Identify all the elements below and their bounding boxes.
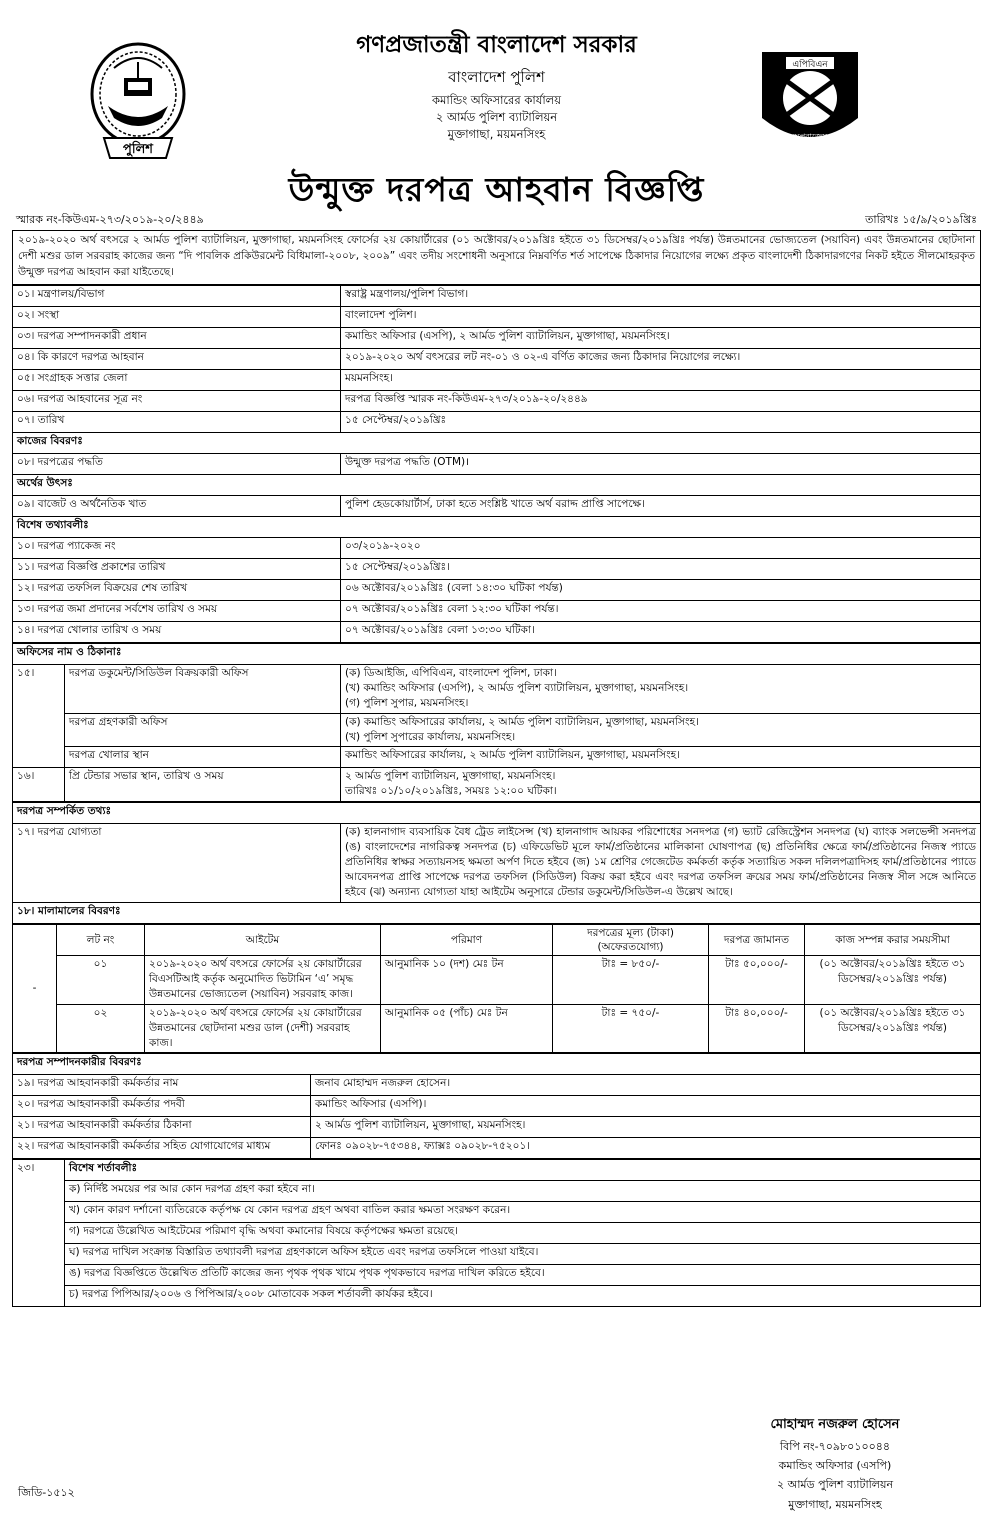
row-label: ০৭। তারিখ (13, 412, 341, 433)
office-table (12, 643, 981, 802)
header (12, 0, 981, 208)
row-value (341, 665, 981, 714)
table-row (13, 768, 981, 801)
row-value: পুলিশ হেডকোয়ার্টার্স, ঢাকা হতে সংশ্লিষ্ট খাতে অর্থ বরাদ্দ প্রাপ্তি সাপেক্ষে। (341, 496, 981, 517)
condition-text: ঙ) দরপত্র বিজ্ঞপ্তিতে উল্লেখিত প্রতিটি কাজের জন্য পৃথক পৃথক খামে পৃথক পৃথকভাবে দরপত্র দাখিল করিতে হইবে। (65, 1265, 981, 1286)
officer-table (12, 1053, 981, 1159)
receive-office-line: (খ) পুলিশ সুপারের কার্যালয়, ময়মনসিংহ। (345, 730, 516, 743)
table-row (13, 601, 981, 622)
table-row (13, 412, 981, 433)
condition-text: খ) কোন কারণ দর্শানো ব্যতিরেকে কর্তৃপক্ষ যে কোন দরপত্র গ্রহণ অথবা বাতিল করার ক্ষমতা সংরক্ষণ করেন। (65, 1202, 981, 1223)
list-item (13, 1244, 981, 1265)
row-label: ০৩। দরপত্র সম্পাদনকারী প্রধান (13, 328, 341, 349)
section-header (13, 1054, 981, 1075)
table-row (13, 286, 981, 307)
signer-title: কমান্ডিং অফিসার (এসপি) (778, 1459, 892, 1472)
table-row (13, 1096, 981, 1117)
row-value: কমান্ডিং অফিসার (এসপি), ২ আর্মড পুলিশ ব্যাটালিয়ন, মুক্তাগাছা, ময়মনসিংহ। (341, 328, 981, 349)
section-title-special: বিশেষ তথ্যাবলীঃ (13, 517, 981, 538)
lot-security: টাঃ ৫০,০০০/- (709, 955, 805, 1004)
section-header (13, 433, 981, 454)
table-row (13, 665, 981, 714)
row-label: দরপত্র ডকুমেন্ট/সিডিউল বিক্রয়কারী অফিস (65, 665, 341, 714)
row-label: ১৭। দরপত্র যোগ্যতা (13, 823, 341, 902)
row-label: ১৯। দরপত্র আহবানকারী কর্মকর্তার নাম (13, 1075, 311, 1096)
sale-office-line: (গ) পুলিশ সুপার, ময়মনসিংহ। (345, 697, 469, 710)
lot-security: টাঃ ৪০,০০০/- (709, 1004, 805, 1053)
signer-bp: বিপি নং-৭০৯৮০১০০৪৪ (779, 1439, 891, 1453)
table-row (13, 328, 981, 349)
badge-top-text: এপিবিএন (792, 60, 828, 70)
row-value: কমান্ডিং অফিসারের কার্যালয়, ২ আর্মড পুলিশ ব্যাটালিয়ন, মুক্তাগাছা, ময়মনসিংহ। (341, 747, 981, 768)
lot-number: ০২ (57, 1004, 145, 1053)
table-row (13, 747, 981, 768)
row-value: বাংলাদেশ পুলিশ। (341, 307, 981, 328)
list-item (13, 1286, 981, 1307)
section-header (13, 902, 981, 923)
table-row (13, 559, 981, 580)
emblem-text: পুলিশ (123, 142, 153, 157)
badge-bottom-text: অপরাজেয় (792, 132, 828, 141)
section-title-related: দরপত্র সম্পর্কিত তথ্যঃ (13, 802, 981, 823)
row-value: ০৩/২০১৯-২০২০ (341, 538, 981, 559)
row-value: উন্মুক্ত দরপত্র পদ্ধতি (OTM)। (341, 454, 981, 475)
table-row (13, 1138, 981, 1159)
row-value: ০৭ অক্টোবর/২০১৯খ্রিঃ বেলা ১৩:৩০ ঘটিকা। (341, 622, 981, 643)
notice-title: উন্মুক্ত দরপত্র আহবান বিজ্ঞপ্তি (288, 170, 705, 209)
table-row (13, 713, 981, 746)
section-title-items: ১৮। মালামালের বিবরণঃ (13, 902, 981, 923)
row-label: ০৯। বাজেট ও অর্থনৈতিক খাত (13, 496, 341, 517)
lot-price: টাঃ = ৭৫০/- (553, 1004, 709, 1053)
row-label: ১৩। দরপত্র জমা প্রদানের সর্বশেষ তারিখ ও সময় (13, 601, 341, 622)
gd-number: জিডি-১৫১২ (18, 1486, 75, 1499)
row-label: ১১। দরপত্র বিজ্ঞপ্তি প্রকাশের তারিখ (13, 559, 341, 580)
items-header-row (13, 924, 981, 955)
row-label: ০২। সংস্থা (13, 307, 341, 328)
section-title-office: অফিসের নাম ও ঠিকানাঃ (13, 644, 981, 665)
items-table (12, 924, 981, 1054)
eligibility-text: (ক) হালনাগাদ ব্যবসায়িক বৈধ ট্রেড লাইসেন্স (খ) হালনাগাদ আয়কর পরিশোধের সনদপত্র (গ) ভ্যাট রেজিস্ট্রেশন সনদপত্র (ঘ) ব্যাংক সলভেন্সী সনদপত্র (ঙ) বাংলাদেশের নাগরিকত্ব সনদপত্র (চ) এফিডেভিট মূলে ফার্ম/প্রতিষ্ঠানের মালিকানা ঘোষণাপত্র (ছ) প্রতিনিধির ক্ষেত্রে ফার্ম/প্রতিষ্ঠানের নিজস্ব প্যাডে প্রতিনিধির স্বাক্ষর সত্যায়নসহ ক্ষমতা অর্পণ দিতে হইবে (জ) ১ম শ্রেণির গেজেটেড কর্মকর্তা কর্তৃক সত্যায়িত সকল দলিলপত্রাদিসহ ফার্ম/প্রতিষ্ঠানের প্যাডে আবেদনপত্র প্রাপ্তি সাপেক্ষে দরপত্র তফসিল (সিডিউল) বিক্রয় করা হইবে এবং দরপত্র তফসিল ক্রয়ের সময় ফার্ম/প্রতিষ্ঠানের নিজস্ব সীল সঙ্গে আনিতে হইবে (ঝ) অন্যান্য যোগ্যতা যাহা আইটেম অনুসারে টেন্ডার ডকুমেন্ট/সিডিউল-এ উল্লেখ আছে। (341, 823, 981, 902)
lot-price: টাঃ = ৮৫০/- (553, 955, 709, 1004)
header-text (12, 30, 981, 142)
section-title-officer: দরপত্র সম্পাদনকারীর বিবরণঃ (13, 1054, 981, 1075)
section-header (13, 475, 981, 496)
row-label: দরপত্র গ্রহণকারী অফিস (65, 713, 341, 746)
row-number: ১৫। (13, 665, 65, 768)
row-label: ০৫। সংগ্রাহক সত্তার জেলা (13, 370, 341, 391)
list-item (13, 1181, 981, 1202)
row-label: ০৪। কি কারণে দরপত্র আহবান (13, 349, 341, 370)
row-label: ০১। মন্ত্রণালয়/বিভাগ (13, 286, 341, 307)
signature-block (690, 1414, 980, 1514)
row-value: জনাব মোহাম্মদ নজরুল হোসেন। (311, 1075, 981, 1096)
row-label: ১২। দরপত্র তফসিল বিক্রয়ের শেষ তারিখ (13, 580, 341, 601)
row-number: ২৩। (13, 1160, 65, 1307)
police-title: বাংলাদেশ পুলিশ (448, 68, 545, 87)
conditions-title: বিশেষ শর্তাবলীঃ (65, 1160, 981, 1181)
row-value: ময়মনসিংহ। (341, 370, 981, 391)
list-item (13, 1202, 981, 1223)
lot-time: (০১ অক্টোবর/২০১৯খ্রিঃ হইতে ৩১ ডিসেম্বর/২০১৯খ্রিঃ পর্যন্ত) (805, 1004, 981, 1053)
details-table (12, 285, 981, 643)
battalion-name: ২ আর্মড পুলিশ ব্যাটালিয়ন (435, 109, 558, 124)
row-value: ১৫ সেপ্টেম্বর/২০১৯খ্রিঃ। (341, 559, 981, 580)
section-header (13, 802, 981, 823)
table-row (13, 496, 981, 517)
table-row (13, 391, 981, 412)
condition-text: গ) দরপত্রে উল্লেখিত আইটেমের পরিমাণ বৃদ্ধি অথবা কমানোর বিষয়ে কর্তৃপক্ষের ক্ষমতা রয়েছে। (65, 1223, 981, 1244)
column-header: কাজ সম্পন্ন করার সময়সীমা (805, 924, 981, 955)
memo-row (12, 210, 981, 230)
row-value: দরপত্র বিজ্ঞপ্তি স্মারক নং-কিউএম-২৭৩/২০১৯-২০/২৪৪৯ (341, 391, 981, 412)
row-number: ১৬। (13, 768, 65, 801)
office-location: মুক্তাগাছা, ময়মনসিংহ (447, 126, 546, 141)
row-value: ০৭ অক্টোবর/২০১৯খ্রিঃ বেলা ১২:৩০ ঘটিকা পর্যন্ত। (341, 601, 981, 622)
row-label: ২০। দরপত্র আহবানকারী কর্মকর্তার পদবী (13, 1096, 311, 1117)
row-value: ফোনঃ ০৯০২৮-৭৫৩৪৪, ফ্যাক্সঃ ০৯০২৮-৭৫২০১। (311, 1138, 981, 1159)
row-value: ১৫ সেপ্টেম্বর/২০১৯খ্রিঃ (341, 412, 981, 433)
row-label: ২২। দরপত্র আহবানকারী কর্মকর্তার সহিত যোগাযোগের মাধ্যম (13, 1138, 311, 1159)
condition-text: ক) নির্দিষ্ট সময়ের পর আর কোন দরপত্র গ্রহণ করা হইবে না। (65, 1181, 981, 1202)
list-item (13, 1265, 981, 1286)
list-item (13, 1223, 981, 1244)
row-label: ০৮। দরপত্রের পদ্ধতি (13, 454, 341, 475)
receive-office-line: (ক) কমান্ডিং অফিসারের কার্যালয়, ২ আর্মড পুলিশ ব্যাটালিয়ন, মুক্তাগাছা, ময়মনসিংহ। (345, 715, 699, 728)
section-header (13, 644, 981, 665)
table-row (13, 370, 981, 391)
lot-item: ২০১৯-২০২০ অর্থ বৎসরে ফোর্সের ২য় কোয়ার্টারের বিএসটিআই কর্তৃক অনুমোদিত ভিটামিন ‘এ’ সমৃদ্ধ উন্নতমানের ভোজ্যতেল (সয়াবিন) সরবরাহ কাজ। (145, 955, 381, 1004)
row-value: ২ আর্মড পুলিশ ব্যাটালিয়ন, মুক্তাগাছা, ময়মনসিংহ। (311, 1117, 981, 1138)
table-row (13, 1117, 981, 1138)
column-header: দরপত্রের মূল্য (টাকা) (অফেরতযোগ্য) (553, 924, 709, 955)
section-title-work: কাজের বিবরণঃ (13, 433, 981, 454)
row-value: স্বরাষ্ট্র মন্ত্রণালয়/পুলিশ বিভাগ। (341, 286, 981, 307)
column-header: দরপত্র জামানত (709, 924, 805, 955)
lot-time: (০১ অক্টোবর/২০১৯খ্রিঃ হইতে ৩১ ডিসেম্বর/২০১৯খ্রিঃ পর্যন্ত) (805, 955, 981, 1004)
lot-quantity: আনুমানিক ০৫ (পাঁচ) মেঃ টন (381, 1004, 553, 1053)
column-header: পরিমাণ (381, 924, 553, 955)
signer-name: মোহাম্মদ নজরুল হোসেন (770, 1417, 900, 1432)
row-value: ০৬ অক্টোবর/২০১৯খ্রিঃ (বেলা ১৪:৩০ ঘটিকা পর্যন্ত) (341, 580, 981, 601)
row-value (341, 713, 981, 746)
pretender-line: তারিখঃ ০১/১০/২০১৯খ্রিঃ, সময়ঃ ১২:০০ ঘটিকা। (345, 785, 557, 798)
row-label: ০৬। দরপত্র আহবানের সূত্র নং (13, 391, 341, 412)
table-row (13, 307, 981, 328)
signer-place: মুক্তাগাছা, ময়মনসিংহ (788, 1497, 882, 1511)
office-name: কমান্ডিং অফিসারের কার্যালয় (431, 93, 562, 108)
condition-text: চ) দরপত্র পিপিআর/২০০৬ ও পিপিআর/২০০৮ মোতাবেক সকল শর্তাবলী কার্যকর হইবে। (65, 1286, 981, 1307)
row-value: ২০১৯-২০২০ অর্থ বৎসরের লট নং-০১ ও ০২-এ বর্ণিত কাজের জন্য ঠিকাদার নিয়োগের লক্ষ্যে। (341, 349, 981, 370)
row-label: দরপত্র খোলার স্থান (65, 747, 341, 768)
table-row (13, 1160, 981, 1181)
table-row (13, 955, 981, 1004)
row-label: ১৪। দরপত্র খোলার তারিখ ও সময় (13, 622, 341, 643)
lot-number: ০১ (57, 955, 145, 1004)
condition-text: ঘ) দরপত্র দাখিল সংক্রান্ত বিস্তারিত তথ্যাবলী দরপত্র গ্রহণকালে অফিস হইতে এবং দরপত্র তফসিলে পাওয়া যাইবে। (65, 1244, 981, 1265)
column-header: আইটেম (145, 924, 381, 955)
intro-paragraph: ২০১৯-২০২০ অর্থ বৎসরে ২ আর্মড পুলিশ ব্যাটালিয়ন, মুক্তাগাছা, ময়মনসিংহ ফোর্সের ২য় কোয়ার্টারের (০১ অক্টোবর/২০১৯খ্রিঃ হইতে ৩১ ডিসেম্বর/২০১৯খ্রিঃ পর্যন্ত) উন্নতমানের ভোজ্যতেল (সয়াবিন) এবং উন্নতমানের ছোটদানা দেশী মশুর ডাল সরবরাহ কাজের জন্য “দি পাবলিক প্রকিউরমেন্ট বিধিমালা-২০০৮, ২০০৯” এবং তদীয় সংশোধনী অনুসারে নিম্নবর্ণিত শর্ত সাপেক্ষে ঠিকাদার নিয়োগের লক্ষ্যে প্রকৃত বাংলাদেশী ঠিকাদারগণের নিকট হইতে সীলমোহরকৃত উন্মুক্ত দরপত্র আহবান করা যাইতেছে। (12, 230, 981, 285)
row-label: প্রি টেন্ডার সভার স্থান, তারিখ ও সময় (65, 768, 341, 801)
lot-quantity: আনুমানিক ১০ (দশ) মেঃ টন (381, 955, 553, 1004)
memo-date: তারিখঃ ১৫/৯/২০১৯খ্রিঃ (865, 212, 977, 226)
conditions-table (12, 1159, 981, 1307)
section-header (13, 517, 981, 538)
memo-number: স্মারক নং-কিউএম-২৭৩/২০১৯-২০/২৪৪৯ (16, 212, 204, 226)
table-row (13, 580, 981, 601)
table-row (13, 454, 981, 475)
sale-office-line: (ক) ডিআইজি, এপিবিএন, বাংলাদেশ পুলিশ, ঢাকা। (345, 667, 557, 679)
section-title-fund: অর্থের উৎসঃ (13, 475, 981, 496)
table-row (13, 622, 981, 643)
row-value: কমান্ডিং অফিসার (এসপি)। (311, 1096, 981, 1117)
items-dash: - (13, 924, 57, 1053)
row-label: ২১। দরপত্র আহবানকারী কর্মকর্তার ঠিকানা (13, 1117, 311, 1138)
government-title: গণপ্রজাতন্ত্রী বাংলাদেশ সরকার (356, 32, 637, 58)
table-row (13, 1075, 981, 1096)
table-row (13, 538, 981, 559)
lot-item: ২০১৯-২০২০ অর্থ বৎসরে ফোর্সের ২য় কোয়ার্টারের উন্নতমানের ছোটদানা মশুর ডাল (দেশী) সরবরাহ কাজ। (145, 1004, 381, 1053)
table-row (13, 1004, 981, 1053)
table-row (13, 823, 981, 902)
pretender-line: ২ আর্মড পুলিশ ব্যাটালিয়ন, মুক্তাগাছা, ময়মনসিংহ। (345, 770, 556, 783)
row-value (341, 768, 981, 801)
sale-office-line: (খ) কমান্ডিং অফিসার (এসপি), ২ আর্মড পুলিশ ব্যাটালিয়ন, মুক্তাগাছা, ময়মনসিংহ। (345, 682, 689, 695)
table-row (13, 349, 981, 370)
signer-unit: ২ আর্মড পুলিশ ব্যাটালিয়ন (776, 1478, 894, 1492)
column-header: লট নং (57, 924, 145, 955)
eligibility-table (12, 802, 981, 924)
row-label: ১০। দরপত্র প্যাকেজ নং (13, 538, 341, 559)
